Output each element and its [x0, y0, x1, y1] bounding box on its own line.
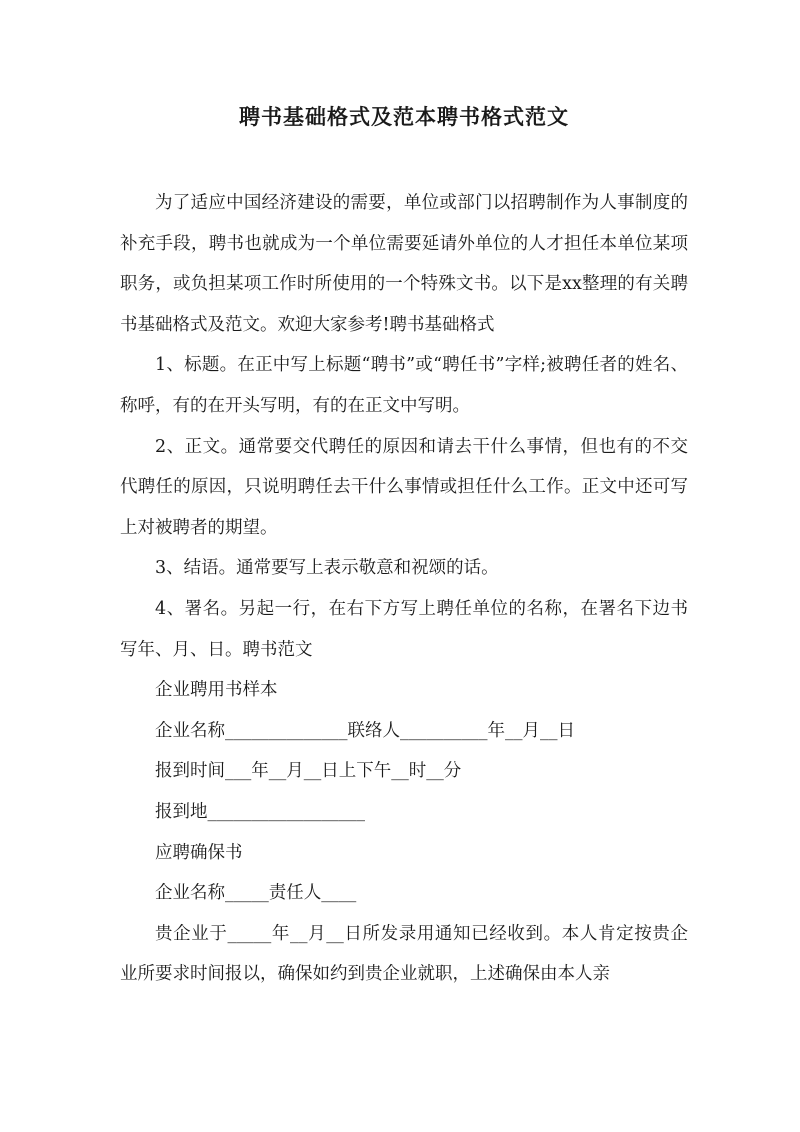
guarantee-company-line: 企业名称_____责任人____ — [155, 883, 357, 904]
sample-company-line: 企业名称______________联络人__________年__月__日 — [155, 720, 575, 741]
guarantee-heading: 应聘确保书 — [155, 842, 243, 863]
intro-paragraph: 为了适应中国经济建设的需要，单位或部门以招聘制作为人事制度的补充手段，聘书也就成为一个单位需要延请外单位的人才担任本单位某项职务，或负担某项工作时所使用的一个特殊文书。以下是xx整理的有关聘书基础格式及范文。欢迎大家参考!聘书基础格式 — [120, 193, 688, 335]
format-item-body: 2、正文。通常要交代聘任的原因和请去干什么事情，但也有的不交代聘任的原因，只说明聘任去干什么事情或担任什么工作。正文中还可写上对被聘者的期望。 — [120, 436, 688, 538]
sample-heading: 企业聘用书样本 — [155, 680, 278, 701]
sample-report-place-line: 报到地__________________ — [155, 801, 365, 822]
document-body — [120, 183, 688, 995]
format-item-title: 1、标题。在正中写上标题“聘书”或“聘任书”字样;被聘任者的姓名、称呼，有的在开头写明，有的在正文中写明。 — [120, 355, 688, 416]
format-item-closing: 3、结语。通常要写上表示敬意和祝颂的话。 — [155, 558, 499, 579]
guarantee-body-paragraph: 贵企业于_____年__月__日所发录用通知已经收到。本人肯定按贵企业所要求时间报以，确保如约到贵企业就职，上述确保由本人亲 — [120, 923, 688, 985]
format-item-signature: 4、署名。另起一行，在右下方写上聘任单位的名称，在署名下边书写年、月、日。聘书范文 — [120, 598, 688, 660]
sample-report-time-line: 报到时间___年__月__日上下午__时__分 — [155, 761, 462, 782]
document-title: 聘书基础格式及范本聘书格式范文 — [239, 104, 569, 129]
